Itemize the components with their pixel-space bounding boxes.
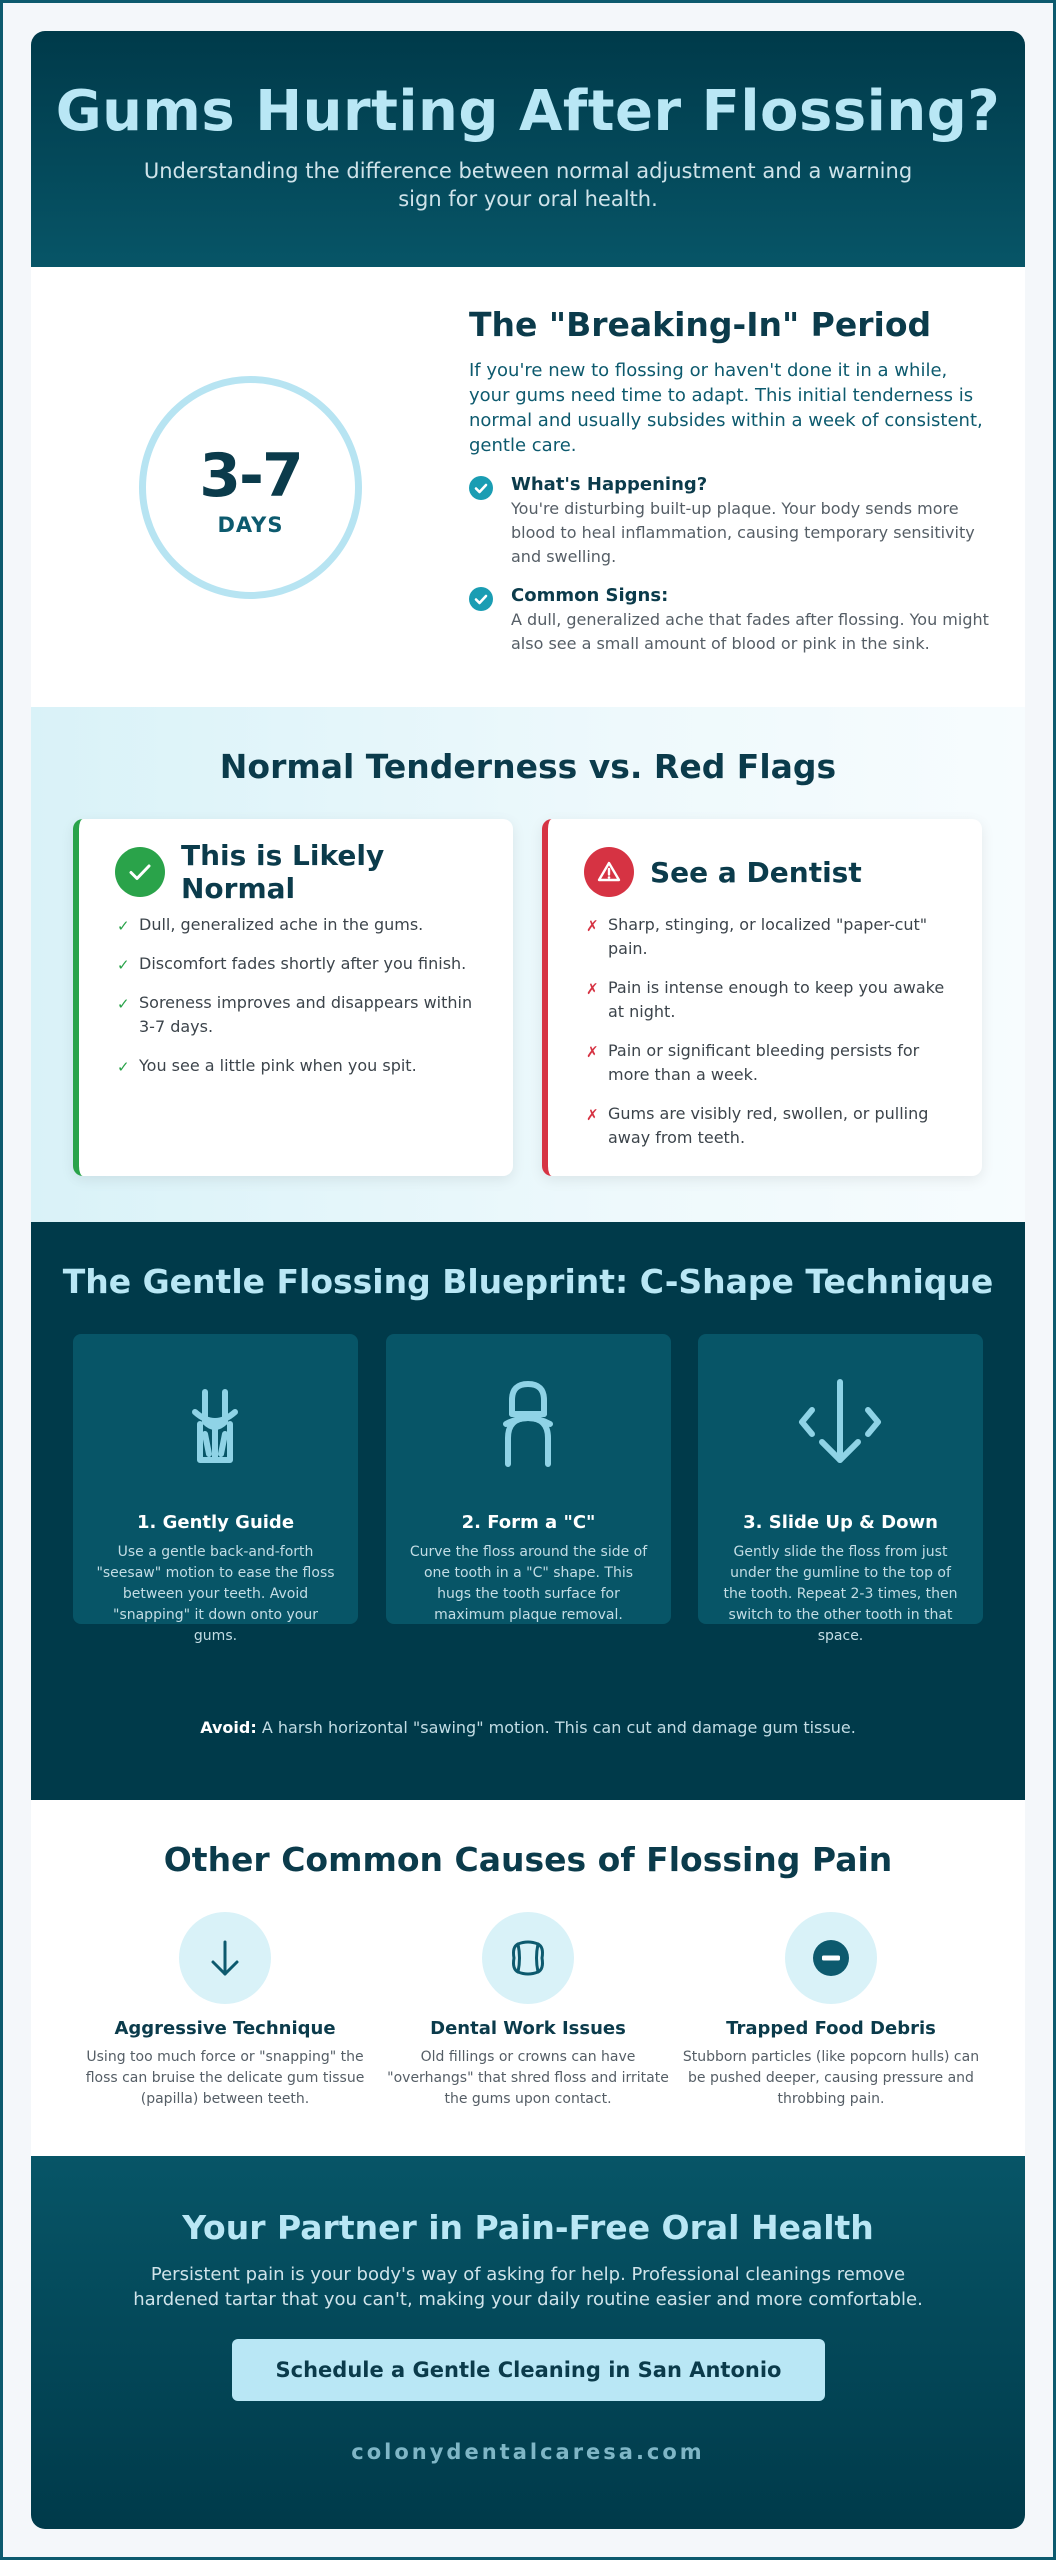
causes-section bbox=[31, 1800, 1025, 2156]
cta-title: Your Partner in Pain-Free Oral Health bbox=[182, 2208, 874, 2247]
list-item: ✗ Pain or significant bleeding persists for more than a week. bbox=[586, 1041, 920, 1084]
normal-box-title: This is Likely Normal bbox=[181, 839, 385, 905]
step-text: Use a gentle back-and-forth "seesaw" motion to ease the floss between your teeth. Avoid "snapping" it down onto your gums. bbox=[96, 1544, 335, 1644]
cause-item bbox=[75, 1912, 375, 2110]
step-title: 3. Slide Up & Down bbox=[743, 1512, 938, 1533]
checkmark-icon: ✓ bbox=[117, 917, 130, 935]
red-flags-title: See a Dentist bbox=[650, 855, 862, 889]
list-item: ✓ Soreness improves and disappears within 3-7 days. bbox=[117, 993, 473, 1036]
days-ring bbox=[139, 376, 362, 599]
cause-item bbox=[681, 1912, 981, 2110]
red-flags-list bbox=[584, 913, 952, 1150]
cause-title: Aggressive Technique bbox=[114, 2018, 336, 2039]
step-card bbox=[73, 1334, 358, 1644]
point-text: A dull, generalized ache that fades after flossing. You might also see a small amount of blood or pink in the sink. bbox=[511, 610, 989, 653]
page-title: Gums Hurting After Flossing? bbox=[55, 79, 1001, 144]
step-title: 1. Gently Guide bbox=[136, 1512, 295, 1533]
page-subtitle: Understanding the difference between normal adjustment and a warning sign for your oral health. bbox=[143, 158, 913, 211]
list-item: ✗ Pain is intense enough to keep you awake at night. bbox=[586, 978, 945, 1021]
breaking-in-title: The "Breaking-In" Period bbox=[469, 305, 932, 344]
floss-teeth-icon bbox=[165, 1372, 265, 1472]
step-title: 2. Form a "C" bbox=[461, 1512, 596, 1533]
normal-box-header bbox=[115, 839, 483, 905]
breaking-in-point bbox=[469, 585, 989, 656]
cross-icon: ✗ bbox=[586, 1043, 599, 1061]
point-title: What's Happening? bbox=[511, 474, 708, 495]
cause-text: Stubborn particles (like popcorn hulls) can be pushed deeper, causing pressure and throbbing pain. bbox=[682, 2049, 980, 2107]
infographic-card bbox=[31, 31, 1025, 2529]
c-shape-icon bbox=[478, 1372, 578, 1472]
cause-icon-circle bbox=[785, 1912, 877, 2004]
comparison-title: Normal Tenderness vs. Red Flags bbox=[219, 747, 837, 786]
point-title: Common Signs: bbox=[511, 585, 669, 606]
cross-icon: ✗ bbox=[586, 917, 599, 935]
cause-item bbox=[378, 1912, 678, 2110]
checkmark-icon: ✓ bbox=[117, 1058, 130, 1076]
step-text: Gently slide the floss from just under the gumline to the top of the tooth. Repeat 2-3 times, then switch to the other tooth in that space. bbox=[723, 1544, 958, 1644]
avoid-label: Avoid: bbox=[200, 1718, 257, 1737]
breaking-in-section bbox=[31, 267, 1025, 707]
step-card bbox=[698, 1334, 983, 1644]
red-flags-box bbox=[542, 819, 982, 1176]
cross-icon: ✗ bbox=[586, 1106, 599, 1124]
cta-section bbox=[31, 2156, 1025, 2529]
blueprint-title: The Gentle Flossing Blueprint: C-Shape Technique bbox=[62, 1262, 994, 1301]
normal-list bbox=[115, 913, 483, 1078]
cta-text: Persistent pain is your body's way of asking for help. Professional cleanings remove hardened tartar that you can't, making your daily routine easier and more comfortable. bbox=[133, 2264, 923, 2310]
breaking-in-point bbox=[469, 474, 989, 569]
checkmark-icon: ✓ bbox=[117, 995, 130, 1013]
cause-text: Old fillings or crowns can have "overhangs" that shred floss and irritate the gums upon contact. bbox=[387, 2049, 669, 2107]
days-label: DAYS bbox=[217, 513, 284, 537]
step-text: Curve the floss around the side of one tooth in a "C" shape. This hugs the tooth surface for maximum plaque removal. bbox=[409, 1544, 648, 1623]
cause-text: Using too much force or "snapping" the floss can bruise the delicate gum tissue (papilla) between teeth. bbox=[85, 2049, 365, 2107]
cause-icon-circle bbox=[482, 1912, 574, 2004]
check-circle-icon bbox=[469, 476, 493, 500]
checkmark-icon: ✓ bbox=[117, 956, 130, 974]
list-item: ✓ Discomfort fades shortly after you finish. bbox=[115, 952, 483, 976]
list-item: ✓ You see a little pink when you spit. bbox=[115, 1054, 483, 1078]
red-flags-header bbox=[584, 847, 952, 897]
arrow-down-icon bbox=[203, 1936, 247, 1980]
breaking-in-text bbox=[469, 305, 989, 656]
cause-title: Trapped Food Debris bbox=[726, 2018, 936, 2039]
website-url[interactable]: colonydentalcaresa.com bbox=[351, 2440, 705, 2464]
comparison-section bbox=[31, 707, 1025, 1222]
arrow-down-icon bbox=[790, 1372, 890, 1472]
avoid-text: A harsh horizontal "sawing" motion. This can cut and damage gum tissue. bbox=[261, 1718, 856, 1737]
cause-title: Dental Work Issues bbox=[430, 2018, 626, 2039]
causes-title: Other Common Causes of Flossing Pain bbox=[163, 1840, 893, 1879]
normal-box bbox=[73, 819, 513, 1176]
cause-icon-circle bbox=[179, 1912, 271, 2004]
check-icon bbox=[115, 847, 165, 897]
days-number: 3-7 bbox=[199, 441, 302, 511]
warning-icon bbox=[584, 847, 634, 897]
list-item: ✗ Sharp, stinging, or localized "paper-cut" pain. bbox=[586, 915, 928, 958]
list-item: ✗ Gums are visibly red, swollen, or pulling away from teeth. bbox=[586, 1104, 929, 1147]
crown-icon bbox=[504, 1934, 552, 1982]
minus-circle-icon bbox=[807, 1934, 855, 1982]
point-text: You're disturbing built-up plaque. Your body sends more blood to heal inflammation, causing temporary sensitivity and swelling. bbox=[511, 499, 975, 566]
step-card bbox=[386, 1334, 671, 1624]
check-circle-icon bbox=[469, 587, 493, 611]
blueprint-section bbox=[31, 1222, 1025, 1800]
list-item: ✓ Dull, generalized ache in the gums. bbox=[115, 913, 483, 937]
schedule-cleaning-button[interactable]: Schedule a Gentle Cleaning in San Antonio bbox=[232, 2339, 825, 2401]
cross-icon: ✗ bbox=[586, 980, 599, 998]
avoid-note bbox=[31, 1718, 1025, 1737]
breaking-in-intro: If you're new to flossing or haven't done it in a while, your gums need time to adapt. This initial tenderness is normal and usually subsides within a week of consistent, gentle care. bbox=[469, 360, 983, 456]
hero-header bbox=[31, 31, 1025, 267]
